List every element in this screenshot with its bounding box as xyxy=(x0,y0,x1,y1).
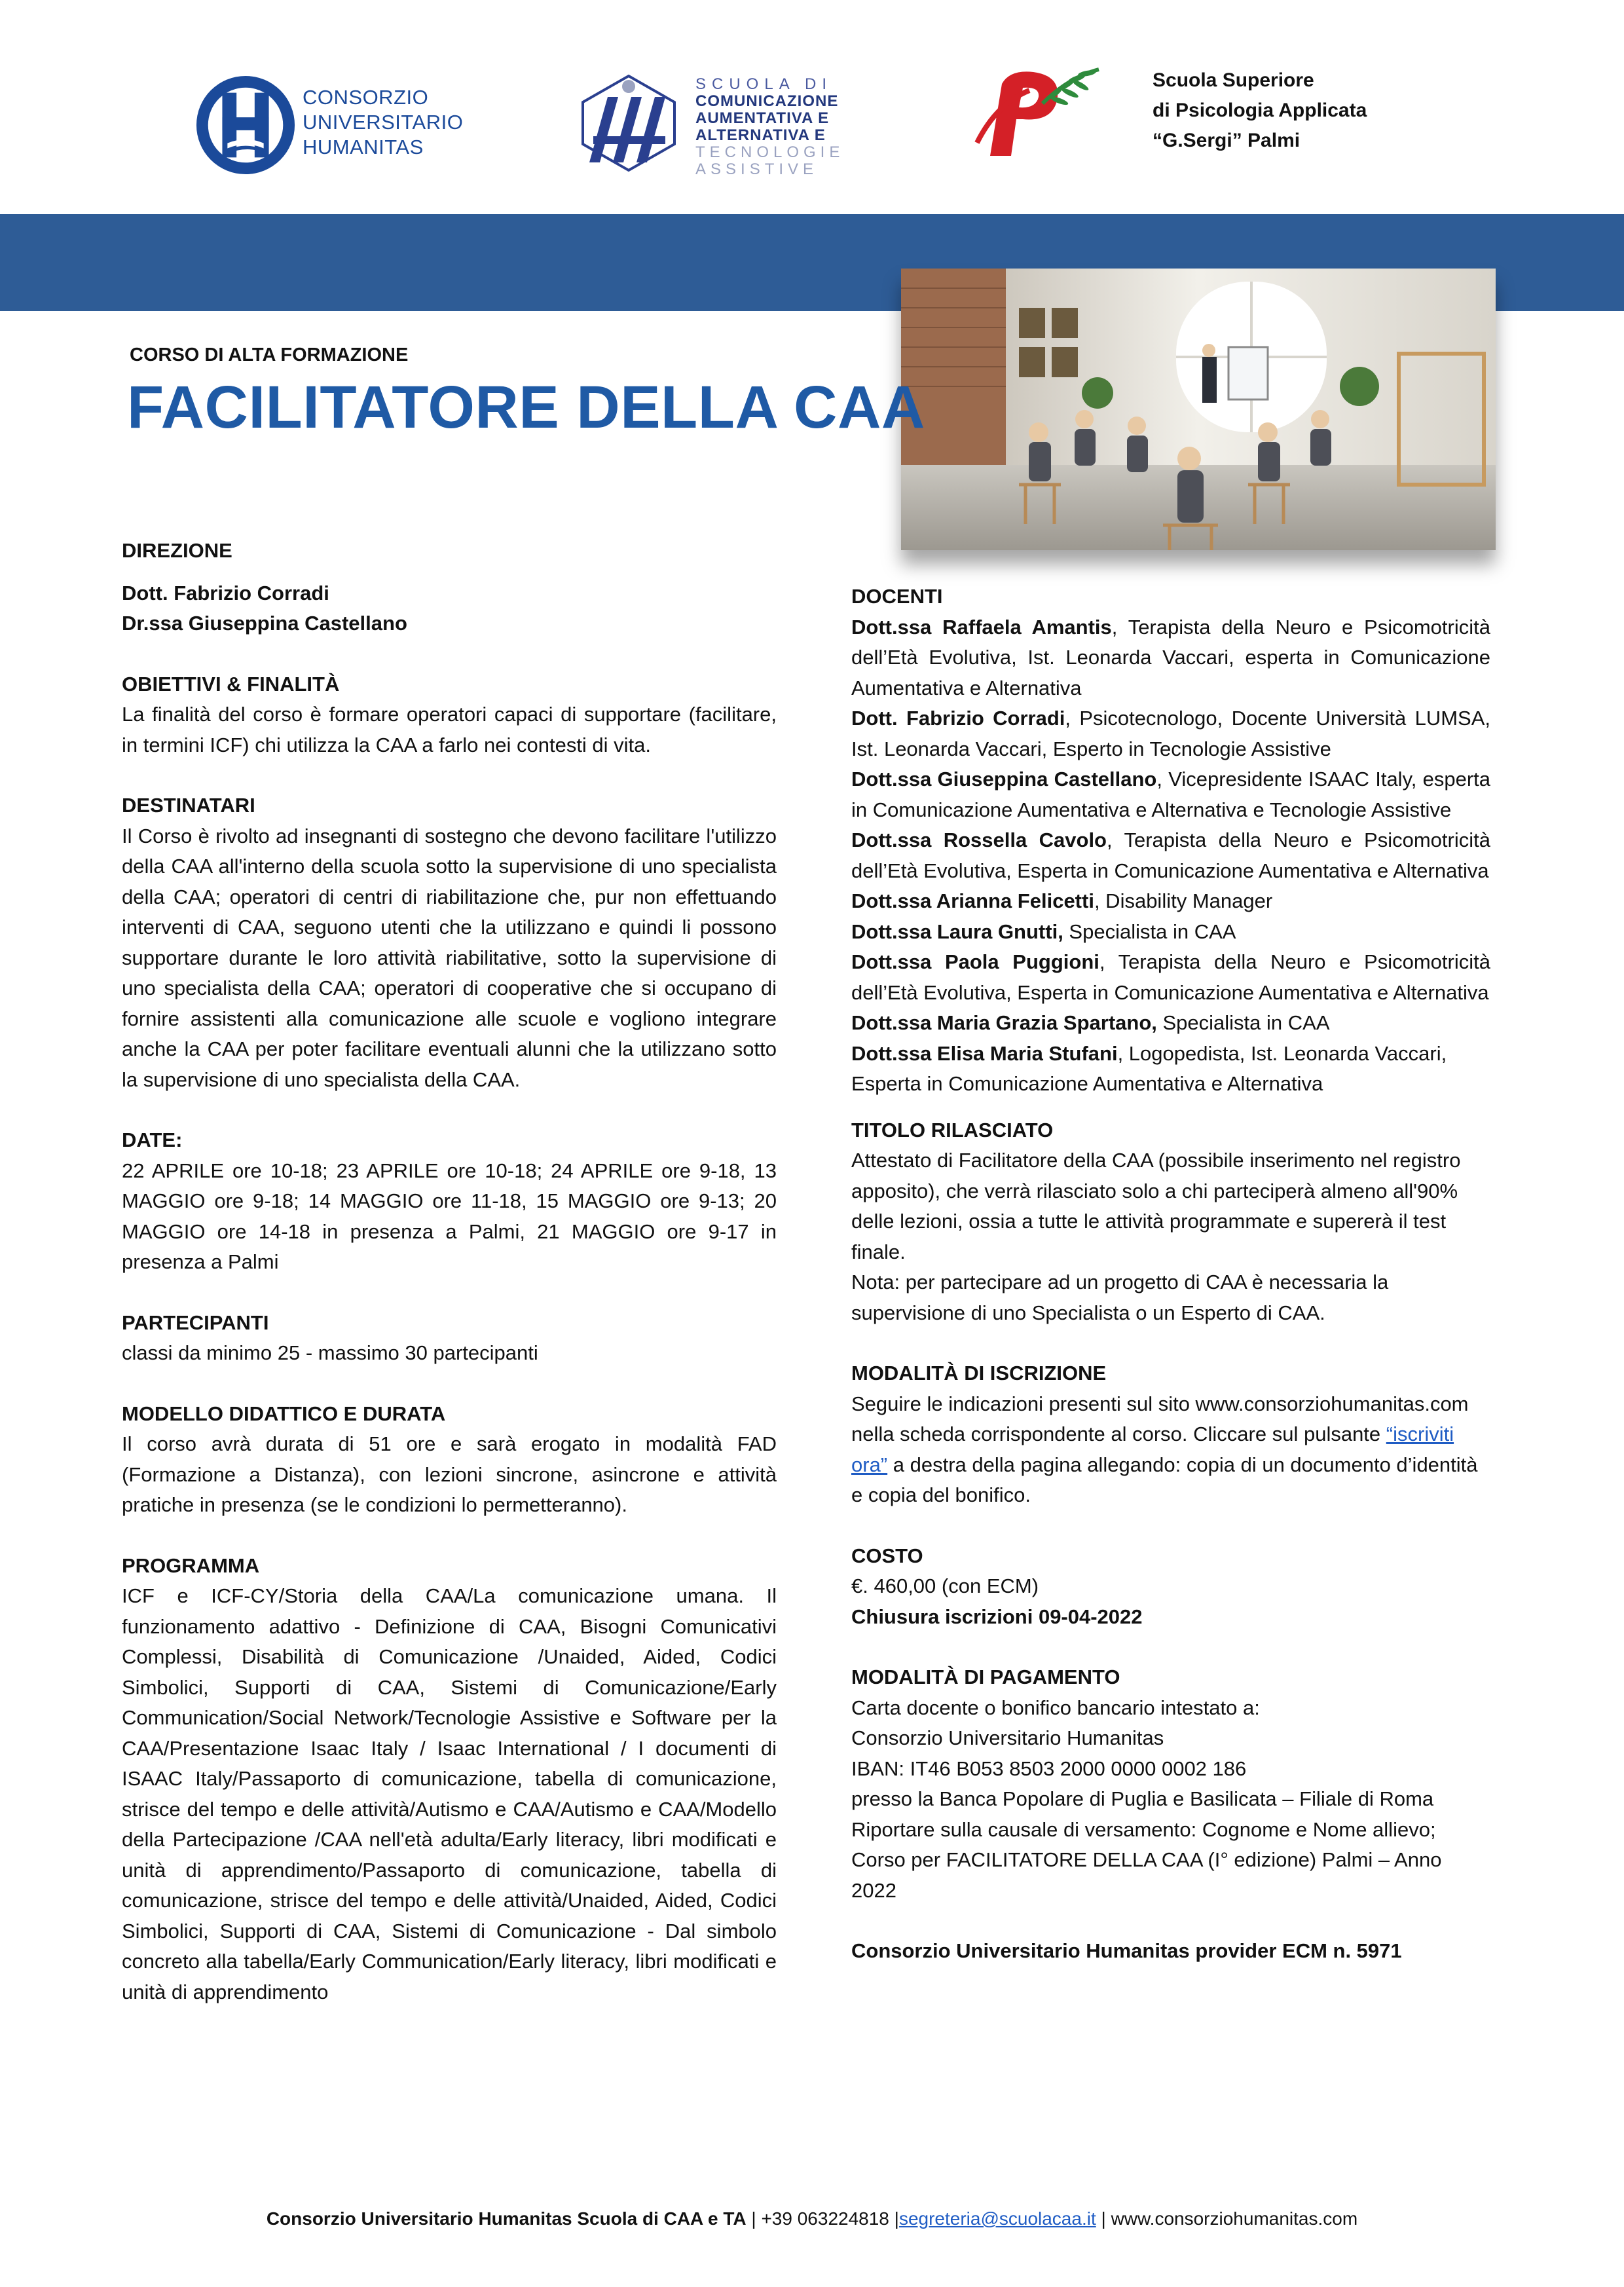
docente-name: Dott.ssa Paola Puggioni xyxy=(851,950,1099,973)
titolo-text: Attestato di Facilitatore della CAA (possibile inserimento nel registro apposito), che verrà rilasciato solo a chi parteciperà almeno all'90% delle lezioni, ossia a tutte le attività programmate e supererà il test finale. xyxy=(851,1149,1461,1263)
right-column xyxy=(851,582,1490,1967)
date-heading: DATE: xyxy=(122,1128,183,1151)
iscrizione-heading: MODALITÀ DI ISCRIZIONE xyxy=(851,1362,1107,1385)
scuola-logo-line-4: ALTERNATIVA E xyxy=(695,126,826,144)
footer-org: Consorzio Universitario Humanitas Scuola di CAA e TA xyxy=(266,2208,747,2229)
docente-name: Dott.ssa Arianna Felicetti xyxy=(851,889,1094,912)
iscrizione-text-before: Seguire le indicazioni presenti sul sito www.consorziohumanitas.com nella scheda corrispondente al corso. Cliccare sul pulsante xyxy=(851,1392,1469,1445)
obiettivi-text: La finalità del corso è formare operatori capaci di supportare (facilitare, in termini ICF) chi utilizza la CAA a farlo nei contesti di vita. xyxy=(122,703,777,756)
docente-item xyxy=(851,1008,1490,1039)
classroom-scene-icon xyxy=(901,269,1496,550)
school-name xyxy=(1153,65,1367,156)
consorzio-humanitas-logo xyxy=(194,73,469,178)
modello-heading: MODELLO DIDATTICO E DURATA xyxy=(122,1402,446,1425)
docenti-list xyxy=(851,612,1490,1100)
classroom-photo xyxy=(901,269,1496,550)
costo-deadline: Chiusura iscrizioni 09-04-2022 xyxy=(851,1605,1143,1628)
obiettivi-heading: OBIETTIVI & FINALITÀ xyxy=(122,672,340,696)
docente-item xyxy=(851,1039,1490,1100)
destinatari-heading: DESTINATARI xyxy=(122,794,255,817)
direzione-line-2: Dr.ssa Giuseppina Castellano xyxy=(122,612,407,635)
date-text: 22 APRILE ore 10-18; 23 APRILE ore 10-18; 24 APRILE ore 9-18, 13 MAGGIO ore 9-18; 14 MAGGIO ore 11-18, 15 MAGGIO ore 9-13; 20 MAGGIO ore 14-18 in presenza a Palmi, 21 MAGGIO ore 9-17 in presenza a Palmi xyxy=(122,1159,777,1273)
footer-phone: | +39 063224818 | xyxy=(746,2208,899,2229)
humanitas-logo-line-2: UNIVERSITARIO xyxy=(303,111,464,134)
titolo-note: Nota: per partecipare ad un progetto di CAA è necessaria la supervisione di uno Specialista o un Esperto di CAA. xyxy=(851,1271,1389,1324)
iscrizione-text xyxy=(851,1389,1490,1511)
partecipanti-heading: PARTECIPANTI xyxy=(122,1311,269,1334)
pagamento-line-4: presso la Banca Popolare di Puglia e Basilicata – Filiale di Roma xyxy=(851,1787,1434,1810)
docente-desc: Specialista in CAA xyxy=(1063,920,1236,943)
pagamento-line-1: Carta docente o bonifico bancario intestato a: xyxy=(851,1696,1260,1719)
footer-site: | www.consorziohumanitas.com xyxy=(1096,2208,1358,2229)
docente-name: Dott.ssa Giuseppina Castellano xyxy=(851,768,1157,790)
docenti-heading: DOCENTI xyxy=(851,585,943,608)
docente-name: Dott.ssa Elisa Maria Stufani xyxy=(851,1041,1118,1065)
docente-desc: , Terapista della Neuro e Psicomotricità dell’Età Evolutiva, Esperta in Comunicazione Aumentativa e Alternativa xyxy=(851,950,1490,1004)
course-subtitle: CORSO DI ALTA FORMAZIONE xyxy=(130,344,409,365)
docente-item xyxy=(851,886,1490,917)
humanitas-logo-line-3: HUMANITAS xyxy=(303,136,424,158)
docente-name: Dott.ssa Laura Gnutti, xyxy=(851,920,1063,943)
docente-desc: , Disability Manager xyxy=(1094,889,1273,912)
direzione-heading: DIREZIONE xyxy=(122,539,232,562)
scuola-logo-line-5: TECNOLOGIE xyxy=(695,143,845,161)
sergi-emblem-icon xyxy=(970,64,1101,162)
humanitas-emblem-icon xyxy=(194,73,297,177)
docente-name: Dott.ssa Rossella Cavolo xyxy=(851,828,1107,851)
provider-ecm: Consorzio Universitario Humanitas provider ECM n. 5971 xyxy=(851,1939,1402,1962)
footer xyxy=(0,2208,1624,2229)
scuola-logo-line-3: AUMENTATIVA E xyxy=(695,109,830,127)
course-title: FACILITATORE DELLA CAA xyxy=(127,374,925,441)
docente-item xyxy=(851,825,1490,886)
costo-heading: COSTO xyxy=(851,1544,923,1567)
humanitas-logo-line-1: CONSORZIO xyxy=(303,86,429,109)
docente-desc: , Vicepresidente ISAAC Italy, esperta in Comunicazione Aumentativa e Alternativa e Tecnologie Assistive xyxy=(851,768,1491,821)
left-column xyxy=(122,536,777,2007)
docente-item xyxy=(851,612,1490,704)
direzione-line-1: Dott. Fabrizio Corradi xyxy=(122,581,329,604)
docente-name: Dott.ssa Raffaela Amantis xyxy=(851,615,1112,639)
docente-name: Dott. Fabrizio Corradi xyxy=(851,707,1065,730)
caa-emblem-icon xyxy=(576,71,681,176)
pagamento-line-5: Riportare sulla causale di versamento: Cognome e Nome allievo; Corso per FACILITATORE DELLA CAA (I° edizione) Palmi – Anno 2022 xyxy=(851,1817,1442,1902)
iscrizione-text-after: a destra della pagina allegando: copia di un documento d’identità e copia del bonifico. xyxy=(851,1453,1478,1506)
scuola-logo-line-1: SCUOLA DI xyxy=(695,75,833,93)
sergi-school-logo xyxy=(970,64,1101,162)
scuola-logo-line-2: COMUNICAZIONE xyxy=(695,92,839,110)
docente-name: Dott.ssa Maria Grazia Spartano, xyxy=(851,1011,1157,1034)
programma-heading: PROGRAMMA xyxy=(122,1553,260,1577)
modello-text: Il corso avrà durata di 51 ore e sarà erogato in modalità FAD (Formazione a Distanza), con lezioni sincrone, asincrone e attività pratiche in presenza (se le condizioni lo permetteranno). xyxy=(122,1432,777,1516)
docente-desc: , Logopedista, Ist. Leonarda Vaccari, Esperta in Comunicazione Aumentativa e Alternativa xyxy=(851,1041,1447,1095)
docente-desc: , Terapista della Neuro e Psicomotricità dell’Età Evolutiva, Ist. Leonarda Vaccari, esperta in Comunicazione Aumentativa e Alternativa xyxy=(851,615,1490,699)
docente-desc: , Psicotecnologo, Docente Università LUMSA, Ist. Leonarda Vaccari, Esperto in Tecnologie Assistive xyxy=(851,707,1490,760)
partecipanti-text: classi da minimo 25 - massimo 30 partecipanti xyxy=(122,1341,538,1364)
pagamento-iban: IBAN: IT46 B053 8503 2000 0000 0002 186 xyxy=(851,1757,1247,1780)
pagamento-heading: MODALITÀ DI PAGAMENTO xyxy=(851,1665,1120,1688)
docente-item xyxy=(851,947,1490,1008)
titolo-heading: TITOLO RILASCIATO xyxy=(851,1118,1054,1142)
costo-price: €. 460,00 (con ECM) xyxy=(851,1574,1039,1597)
docente-item xyxy=(851,703,1490,764)
school-name-line-2: di Psicologia Applicata xyxy=(1153,100,1367,121)
school-name-line-3: “G.Sergi” Palmi xyxy=(1153,130,1301,151)
scuola-logo-line-6: ASSISTIVE xyxy=(695,160,819,178)
docente-desc: Specialista in CAA xyxy=(1156,1011,1330,1034)
programma-text: ICF e ICF-CY/Storia della CAA/La comunicazione umana. Il funzionamento adattivo - Definizione di CAA, Bisogni Comunicativi Complessi, Disabilità di Comunicazione /Unaided, Aided, Codici Simbolici, Supporti di CAA, Sistemi di Comunicazione/Early Communication/Social Network/Tecnologie Assistive e Software per la CAA/Presentazione Isaac Italy / Isaac International / I documenti di ISAAC Italy/Passaporto di comunicazione, tabella di comunicazione, strisce del tempo e delle attività/Autismo e CAA/Autismo e CAA/Modello della Partecipazione /CAA nell'età adulta/Early literacy, libri modificati e unità di apprendimento/Passaporto di comunicazione, tabella di comunicazione, strisce del tempo e delle attività/Unaided, Aided, Codici Simbolici, Supporti di CAA, Sistemi di Comunicazione - Dal simbolo concreto alla tabella/Early Communication/Early literacy, libri modificati e unità di apprendimento xyxy=(122,1584,777,2003)
footer-email-link[interactable]: segreteria@scuolacaa.it xyxy=(898,2208,1096,2229)
pagamento-line-2: Consorzio Universitario Humanitas xyxy=(851,1726,1164,1749)
docente-item xyxy=(851,917,1490,948)
school-name-line-1: Scuola Superiore xyxy=(1153,69,1314,91)
docente-item xyxy=(851,764,1490,825)
iscriviti-ora-link[interactable]: “iscriviti ora” xyxy=(851,1422,1454,1476)
docente-desc: , Terapista della Neuro e Psicomotricità dell’Età Evolutiva, Esperta in Comunicazione Aumentativa e Alternativa xyxy=(851,828,1490,882)
scuola-caa-logo xyxy=(576,71,851,176)
destinatari-text: Il Corso è rivolto ad insegnanti di sostegno che devono facilitare l'utilizzo della CAA all'interno della scuola sotto la supervisione di uno specialista della CAA; operatori di centri di riabilitazione che, pur non effettuando interventi di CAA, seguono utenti che la utilizzano e quindi li possono supportare durante le loro attività riabilitative, sotto la supervisione di uno specialista della CAA; operatori di cooperative che si occupano di fornire assistenti alla comunicazione alle scuole e vogliono integrare anche la CAA per poter facilitare eventuali alunni che la utilizzano sotto la supervisione di uno specialista della CAA. xyxy=(122,824,777,1091)
